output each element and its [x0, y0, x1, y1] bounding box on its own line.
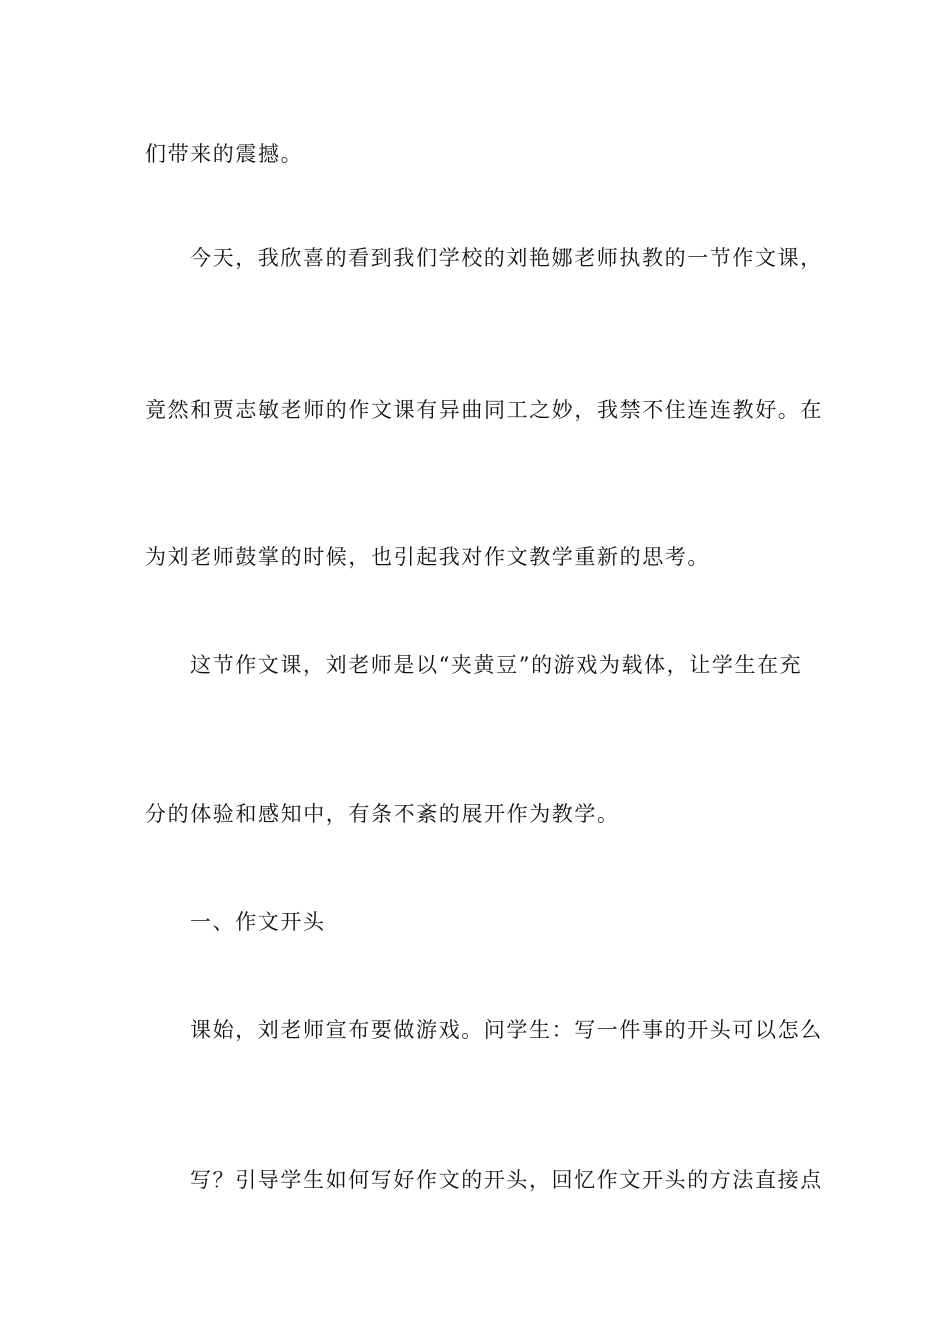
text-line-3: 竟然和贾志敏老师的作文课有异曲同工之妙，我禁不住连连教好。在: [145, 398, 823, 422]
text-line-8: 课始，刘老师宣布要做游戏。问学生：写一件事的开头可以怎么: [190, 1018, 823, 1042]
text-line-5: 这节作文课，刘老师是以“夹黄豆”的游戏为载体，让学生在充: [190, 653, 803, 677]
text-line-4: 为刘老师鼓掌的时候，也引起我对作文教学重新的思考。: [145, 545, 710, 569]
text-line-2: 今天，我欣喜的看到我们学校的刘艳娜老师执教的一节作文课，: [190, 246, 823, 270]
section-heading: 一、作文开头: [190, 910, 326, 934]
text-line-6: 分的体验和感知中，有条不紊的展开作为教学。: [145, 802, 620, 826]
text-line-9: 写？引导学生如何写好作文的开头，回忆作文开头的方法直接点: [190, 1168, 823, 1192]
text-line-1: 们带来的震撼。: [145, 142, 304, 166]
